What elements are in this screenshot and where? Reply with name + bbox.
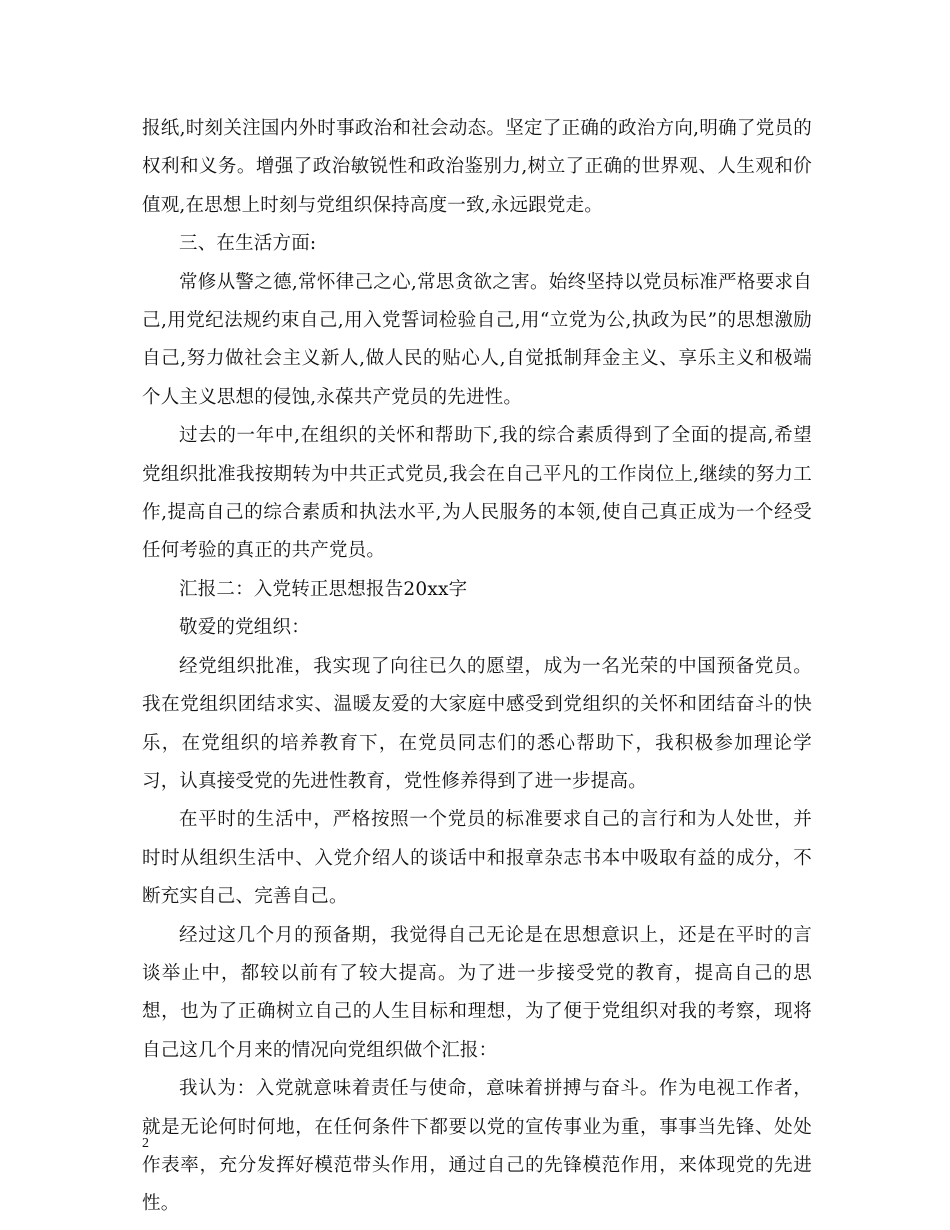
page-number: 2 [142, 1136, 149, 1151]
paragraph: 经党组织批准，我实现了向往已久的愿望，成为一名光荣的中国预备党员。我在党组织团结求实、温暖友爱的大家庭中感受到党组织的关怀和团结奋斗的快乐，在党组织的培养教育下，在党员同志们的悉心帮助下，我积极参加理论学习，认真接受党的先进性教育，党性修养得到了进一步提高。 [142, 655, 812, 792]
paragraph: 常修从警之德,常怀律己之心,常思贪欲之害。始终坚持以党员标准严格要求自己,用党纪法规约束自己,用入党誓词检验自己,用“立党为公,执政为民”的思想激励自己,努力做社会主义新人,做人民的贴心人,自觉抵制拜金主义、享乐主义和极端个人主义思想的侵蚀,永葆共产党员的先进性。 [142, 271, 812, 408]
paragraph: 我认为：入党就意味着责任与使命，意味着拼搏与奋斗。作为电视工作者，就是无论何时何地，在任何条件下都要以党的宣传事业为重，事事当先锋、处处作表率，充分发挥好模范带头作用，通过自己的先锋模范作用，来体现党的先进性。 [142, 1078, 812, 1215]
salutation: 敬爱的党组织： [179, 617, 310, 639]
section-heading-life: 三、在生活方面: [179, 233, 317, 255]
paragraph-continued: 报纸,时刻关注国内外时事政治和社会动态。坚定了正确的政治方向,明确了党员的权利和义务。增强了政治敏锐性和政治鉴别力,树立了正确的世界观、人生观和价值观,在思想上时刻与党组织保持高度一致,永远跟党走。 [142, 118, 812, 216]
report-two-heading: 汇报二：入党转正思想报告20xx字 [179, 578, 468, 600]
paragraph: 过去的一年中,在组织的关怀和帮助下,我的综合素质得到了全面的提高,希望党组织批准我按期转为中共正式党员,我会在自己平凡的工作岗位上,继续的努力工作,提高自己的综合素质和执法水平,为人民服务的本领,使自己真正成为一个经受任何考验的真正的共产党员。 [142, 425, 812, 562]
document-body [142, 110, 812, 1224]
paragraph: 经过这几个月的预备期，我觉得自己无论是在思想意识上，还是在平时的言谈举止中，都较以前有了较大提高。为了进一步接受党的教育，提高自己的思想，也为了正确树立自己的人生目标和理想，为了便于党组织对我的考察，现将自己这几个月来的情况向党组织做个汇报： [142, 924, 812, 1061]
paragraph: 在平时的生活中，严格按照一个党员的标准要求自己的言行和为人处世，并时时从组织生活中、入党介绍人的谈话中和报章杂志书本中吸取有益的成分，不断充实自己、完善自己。 [142, 809, 812, 908]
